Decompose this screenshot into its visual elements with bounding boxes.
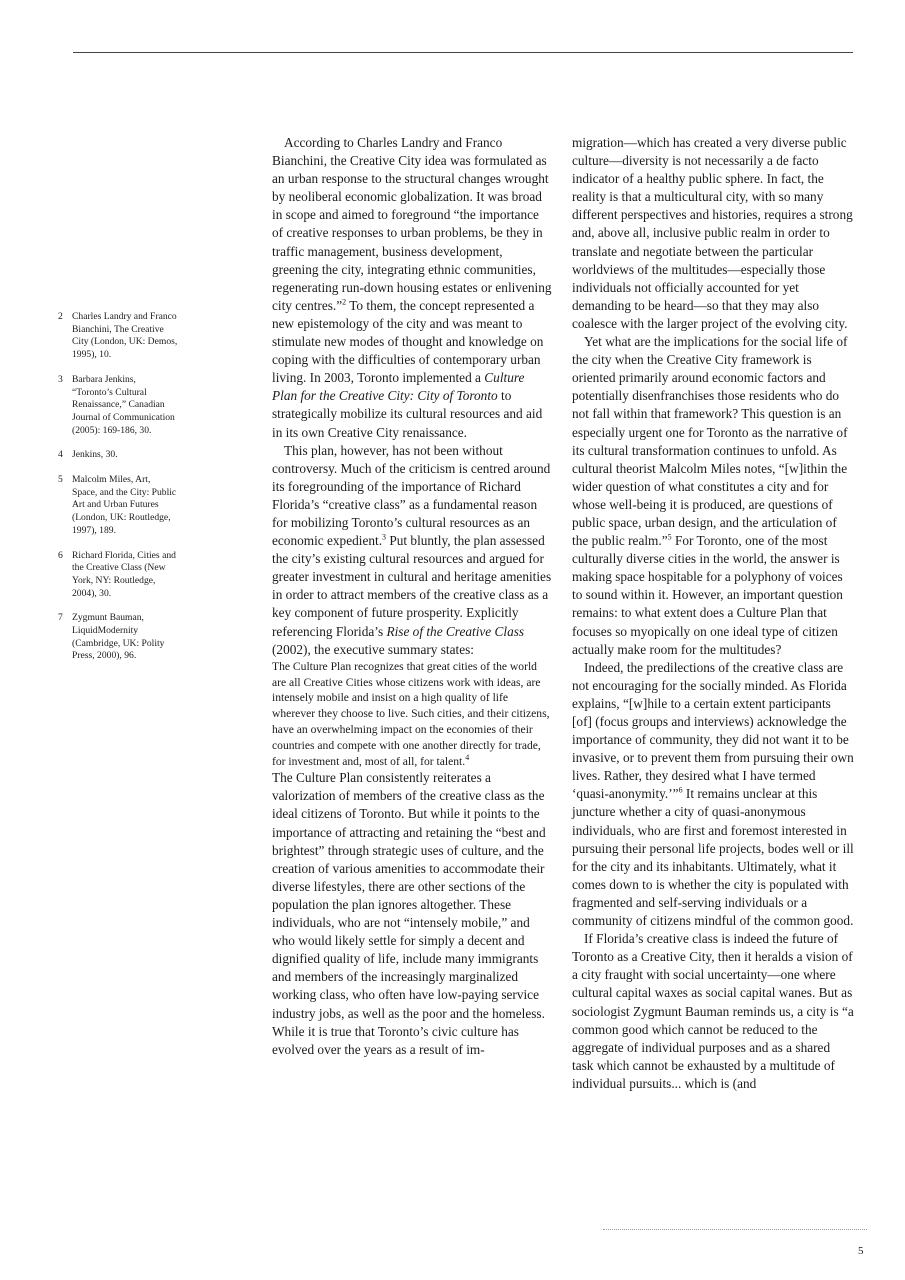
body-column-right [572,134,854,1093]
block-quote: The Culture Plan recognizes that great cities of the world are all Creative Cities whose citizens work with ideas, are intensely mobile and insist on a high quality of life wherever they choose to live. Such cities, and their citizens, have an overwhelming impact on the economies of their countries and compete with one another directly for trade, for investment and, most of all, for talent.$^4$ [272,659,550,768]
footnote-number: 7 [58,612,63,624]
paragraph: This plan, however, has not been without controversy. Much of the criticism is centred around its foregrounding of the importance of Richard Florida’s “creative class” as a fundamental reason for mobilizing Toronto’s cultural resources as an economic expedient.$^3$ Put bluntly, the plan assessed the city’s existing cultural resources and argued for greater investment in cultural and heritage amenities in order to attract members of the creative class as a key component of future prosperity. Explicitly referencing Florida’s Rise of the Creative Class (2002), the executive summary states: [272,442,552,657]
top-rule [73,52,853,53]
footnotes [58,311,178,675]
footnote-text: Jenkins, 30. [72,449,118,461]
footnote [58,474,178,538]
page-number: 5 [858,1245,864,1257]
paragraph: Yet what are the implications for the social life of the city when the Creative City framework is oriented primarily around economic factors and potentially disenfranchises those residents who do not fall within that framework? This question is an especially urgent one for Toronto as the narrative of its cultural transformation continues to unfold. As cultural theorist Malcolm Miles notes, “[w]ithin the wider question of what constitutes a city and for whose well-being it is produced, are questions of public space, urban design, and the articulation of the public realm.”$^5$ For Toronto, one of the most culturally diverse cities in the world, the answer is making space hospitable for a polyphony of voices to sound within it. However, an important question remains: to what extent does a Culture Plan that focuses so myopically on one ideal type of citizen actually make room for the multitudes? [572,334,848,657]
footnote-text: Charles Landry and Franco Bianchini, The Creative City (London, UK: Demos, 1995), 10. [72,311,178,361]
paragraph: The Culture Plan consistently reiterates a valorization of members of the creative class as the ideal citizens of Toronto. But while it points to the importance of attracting and retaining the “best and brightest” through strategic uses of culture, and the creation of various amenities to accommodate their diverse lifestyles, there are other sections of the population the plan ignores altogether. These individuals, who are not “intensely mobile,” and who would likely settle for simply a decent and dignified quality of life, include many immigrants and members of the increasingly marginalized working class, who often have low-paying service industry jobs, as well as the poor and the homeless. While it is true that Toronto’s civic culture has evolved over the years as a result of im- [272,770,546,1057]
footnote [58,374,178,438]
footnote [58,449,178,462]
paragraph: Indeed, the predilections of the creative class are not encouraging for the socially minded. As Florida explains, “[w]hile to a certain extent participants [of] (focus groups and interviews) acknowledge the importance of community, they did not want it to be invasive, or to prevent them from pursuing their own lives. Rather, they desired what I have termed ‘quasi-anonymity.’”$^6$ It remains unclear at this juncture whether a city of quasi-anonymous individuals, who are first and foremost interested in pursuing their personal life projects, bodes well or ill for the city and its inhabitants. Ultimately, what it comes down to is whether the city is populated with fragmented and self-serving individuals or a community of citizens mindful of the common good. [572,659,854,929]
footnote-number: 6 [58,549,63,561]
footnote [58,311,178,362]
footnote [58,612,178,663]
footnote-number: 3 [58,373,63,385]
footnote-number: 2 [58,311,63,322]
footnote-number: 4 [58,449,63,461]
paragraph: If Florida’s creative class is indeed the future of Toronto as a Creative City, then it heralds a vision of a city fraught with social uncertainty—one where cultural capital waxes as social capital wanes. But as sociologist Zygmunt Bauman reminds us, a city is “a common good which cannot be reduced to the aggregate of individual purposes and as a shared task which cannot be exhausted by a multitude of individual pursuits... which is (and [572,931,854,1091]
footnote-text: Zygmunt Bauman, LiquidModernity (Cambridge, UK: Polity Press, 2000), 96. [72,612,165,662]
footnote-number: 5 [58,474,63,486]
paragraph: According to Charles Landry and Franco Bianchini, the Creative City idea was formulated as an urban response to the structural changes wrought by neoliberal economic globalization. It was broad in scope and aimed to foreground “the importance of creative responses to urban problems, be they in traffic management, business development, greening the city, integrating ethnic communities, regenerating run-down housing estates or enlivening city centres.”$^2$ To them, the concept represented a new epistemology of the city and was meant to stimulate new modes of thought and knowledge on coping with the difficulties of contemporary urban living. In 2003, Toronto implemented a Culture Plan for the Creative City: City of Toronto to strategically mobilize its cultural resources and aid in its own Creative City renaissance. [272,135,552,440]
bottom-rule [603,1229,867,1230]
paragraph-continued: migration—which has created a very diverse public culture—diversity is not necessarily a de facto indicator of a healthy public sphere. In fact, the reality is that a multicultural city, with so many different perspectives and histories, requires a strong and, above all, inclusive public realm in order to translate and negotiate between the particular worldviews of the multitudes—especially those individuals not officially accounted for yet demanding to be heard—so that they may also coalesce with the larger project of the evolving city. [572,135,853,331]
body-column-middle [272,134,552,1059]
footnote-text: Richard Florida, Cities and the Creative Class (New York, NY: Routledge, 2004), 30. [72,549,176,599]
footnote [58,550,178,601]
footnote-text: Malcolm Miles, Art, Space, and the City: Public Art and Urban Futures (London, UK: Routledge, 1997), 189. [72,474,177,536]
footnote-text: Barbara Jenkins, “Toronto’s Cultural Renaissance,” Canadian Journal of Communication (2005): 169-186, 30. [72,373,175,436]
